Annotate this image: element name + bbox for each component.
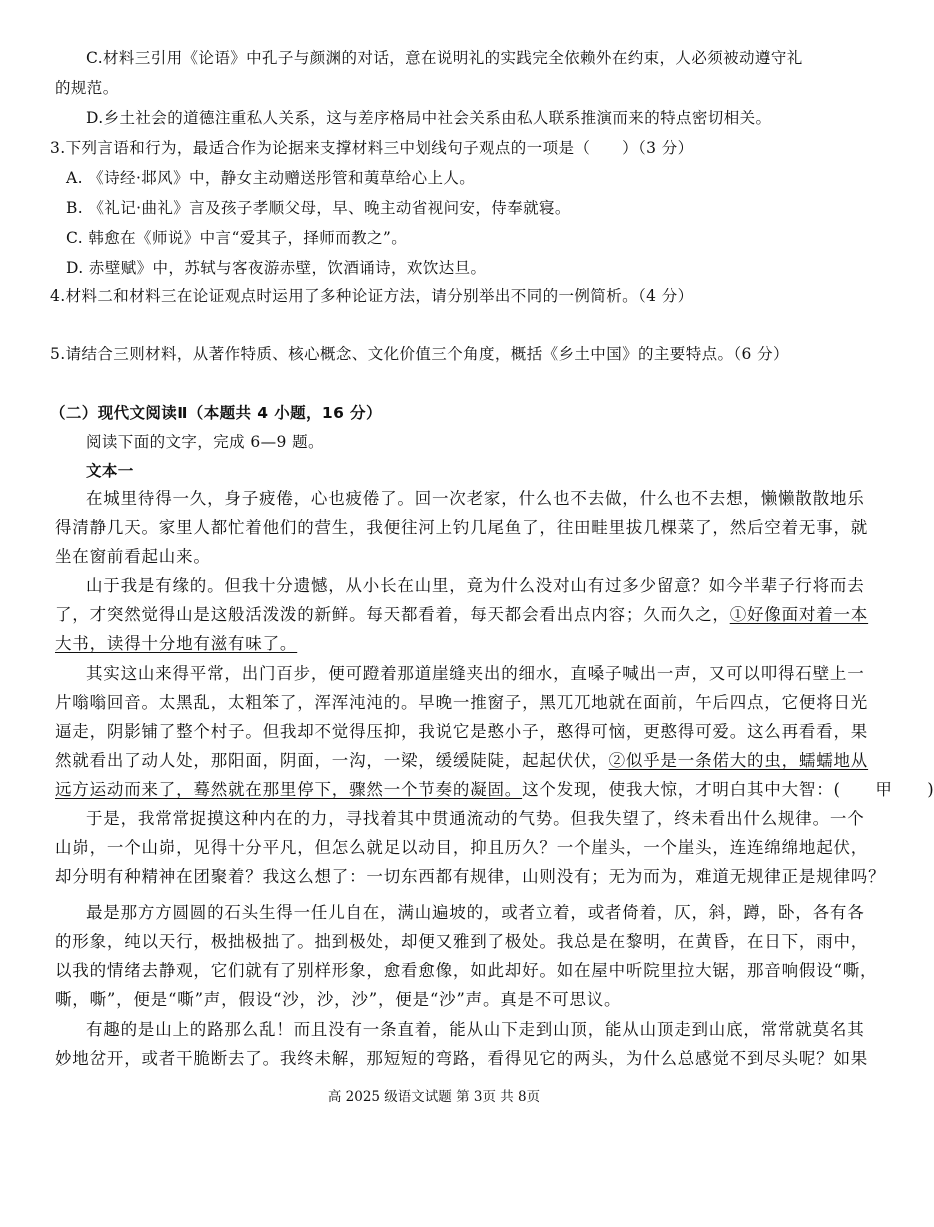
passage-line: 山于我是有缘的。但我十分遗憾，从小长在山里，竟为什么没对山有过多少留意？如今半辈子行将而去 (86, 576, 865, 595)
underlined-sentence-2: ②似乎是一条偌大的虫，蠕蠕地从 (608, 751, 869, 770)
passage-line: 有趣的是山上的路那么乱！而且没有一条直着，能从山下走到山顶，能从山顶走到山底，常常就莫名其 (86, 1020, 865, 1039)
option-c-line1: C.材料三引用《论语》中孔子与颜渊的对话，意在说明礼的实践完全依赖外在约束，人必须被动遵守礼 (86, 49, 803, 67)
text-label: 文本一 (86, 462, 134, 480)
passage-line: 于是，我常常捉摸这种内在的力，寻找着其中贯通流动的气势。但我失望了，终未看出什么规律。一个 (86, 809, 865, 828)
underlined-sentence-2-end: 远方运动而来了，蓦然就在那里停下，骤然一个节奏的凝固。 (55, 780, 523, 799)
passage-line: 山峁，一个山峁，见得十分平凡，但怎么就足以动目，抑且历久？一个崖头，一个崖头，连连绵绵地起伏， (55, 838, 869, 857)
passage-line: 在城里待得一久，身子疲倦，心也疲倦了。回一次老家，什么也不去做，什么也不去想，懒懒散散地乐 (86, 489, 865, 508)
underlined-sentence-1: ①好像面对着一本 (729, 605, 869, 624)
passage-line: 却分明有种精神在团聚着？我这么想了：一切东西都有规律，山则没有；无为而为，难道无规律正是规律吗？ (55, 867, 886, 886)
question3-option-d: D. 赤壁赋》中，苏轼与客夜游赤壁，饮酒诵诗，欢饮达旦。 (66, 259, 487, 277)
passage-line: 片嗡嗡回音。太黑乱，太粗笨了，浑浑沌沌的。早晚一推窗子，黑兀兀地就在面前，午后四点，它便将日光 (55, 693, 869, 712)
section-instruction: 阅读下面的文字，完成 6—9 题。 (86, 433, 324, 451)
passage-text: 然就看出了动人处，那阳面，阴面，一沟，一梁，缓缓陡陡，起起伏伏， (55, 751, 609, 770)
passage-line (55, 780, 934, 800)
question3-stem: 3.下列言语和行为，最适合作为论据来支撑材料三中划线句子观点的一项是（ ）（3 分） (50, 139, 694, 157)
section-title: （二）现代文阅读Ⅱ（本题共 4 小题，16 分） (50, 404, 382, 422)
option-d: D.乡土社会的道德注重私人关系，这与差序格局中社会关系由私人联系推演而来的特点密切相关。 (86, 109, 772, 127)
question5-stem: 5.请结合三则材料，从著作特质、核心概念、文化价值三个角度，概括《乡土中国》的主要特点。（6 分） (50, 345, 789, 363)
option-c-line2: 的规范。 (55, 79, 119, 97)
passage-line: 逼走，阴影铺了整个村子。但我却不觉得压抑，我说它是憨小子，憨得可恼，更憨得可爱。这么再看看，果 (55, 722, 869, 741)
page-footer: 高 2025 级语文试题 第 3页 共 8页 (327, 1089, 541, 1105)
passage-line: 其实这山来得平常，出门百步，便可蹬着那道崖缝夹出的细水，直嗓子喊出一声，又可以叩得石壁上一 (86, 664, 865, 683)
passage-line (55, 605, 868, 625)
passage-text: 了，才突然觉得山是这般活泼泼的新鲜。每天都看着，每天都会看出点内容；久而久之， (55, 605, 730, 624)
passage-text-blank-jia: 这个发现，使我大惊，才明白其中大智：( 甲 ) (522, 780, 934, 799)
question3-option-c: C. 韩愈在《师说》中言“爱其子，择师而教之”。 (66, 229, 408, 247)
passage-line: 的形象，纯以天行，极拙极拙了。拙到极处，却便又雅到了极处。我总是在黎明，在黄昏，在日下，雨中， (55, 932, 869, 951)
question3-option-a: A. 《诗经·邶风》中，静女主动赠送彤管和荑草给心上人。 (66, 169, 476, 187)
passage-line: 以我的情绪去静观，它们就有了别样形象，愈看愈像，如此却好。如在屋中听院里拉大锯，那音响假设“嘶， (55, 961, 878, 980)
question4-stem: 4.材料二和材料三在论证观点时运用了多种论证方法，请分别举出不同的一例简析。（4 分） (50, 287, 694, 305)
underlined-sentence-1-end: 大书，读得十分地有滋有味了。 (55, 634, 298, 653)
passage-line: 得清静几天。家里人都忙着他们的营生，我便往河上钓几尾鱼了，往田畦里拔几棵菜了，然后空着无事，就 (55, 518, 869, 537)
passage-line: 妙地岔开，或者干脆断去了。我终未解，那短短的弯路，看得见它的两头，为什么总感觉不到尽头呢？如果 (55, 1049, 869, 1068)
passage-line (55, 751, 868, 771)
passage-line: 坐在窗前看起山来。 (55, 547, 211, 566)
passage-line: 最是那方方圆圆的石头生得一任儿自在，满山遍坡的，或者立着，或者倚着，仄，斜，蹲，卧，各有各 (86, 903, 865, 922)
passage-line: 嘶，嘶”，便是“嘶”声，假设“沙，沙，沙”，便是“沙”声。真是不可思议。 (55, 990, 622, 1009)
question3-option-b: B. 《礼记·曲礼》言及孩子孝顺父母，早、晚主动省视问安，侍奉就寝。 (66, 199, 571, 217)
